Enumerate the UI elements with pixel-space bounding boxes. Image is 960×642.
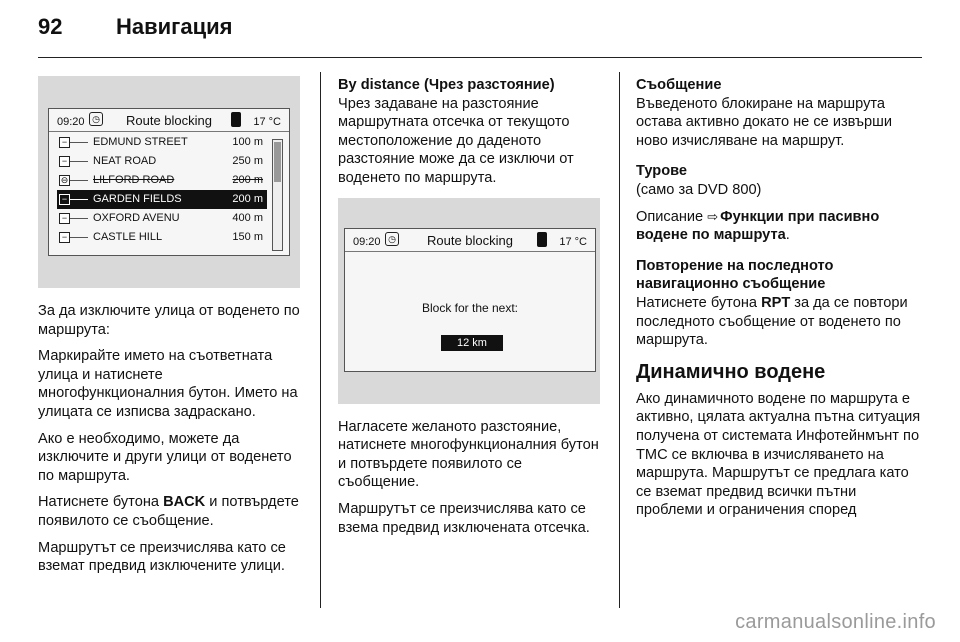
road-name: CASTLE HILL [93, 231, 163, 243]
paragraph: Маршрутът се преизчислява като се вземат предвид изключените улици. [38, 539, 286, 575]
road-name: LILFORD ROAD [93, 174, 175, 186]
distance-value[interactable]: 12 km [441, 335, 503, 351]
phone-icon [537, 232, 547, 247]
road-distance: 250 m [232, 155, 263, 167]
tree-connector [57, 190, 97, 209]
clock-icon: ◷ [385, 232, 399, 246]
checkbox-icon[interactable]: − [59, 137, 70, 148]
watermark: carmanualsonline.info [735, 611, 936, 633]
tree-connector [57, 171, 97, 190]
tree-line [70, 161, 88, 162]
block-label: Block for the next: [421, 300, 519, 315]
tree-line [70, 237, 88, 238]
reference-arrow-icon: ⇨ [707, 208, 719, 224]
paragraph: За да изключите улица от воденето по маршрута: [38, 303, 300, 338]
phone-icon [231, 112, 241, 127]
block-distance-figure [338, 198, 600, 404]
road-name: EDMUND STREET [93, 136, 188, 148]
paragraph: (само за DVD 800) [636, 181, 762, 198]
scrollbar[interactable] [272, 139, 283, 251]
column-3 [636, 76, 926, 528]
clock-icon: ◷ [89, 112, 103, 126]
paragraph: Нагласете желаното разстояние, натиснете многофункционалния бутон и потвърдете появилото се съобщение. [338, 418, 599, 491]
screen-title: Route blocking [427, 232, 513, 248]
paragraph: Ако динамичното водене по маршрута е активно, цялата актуална пътна ситуация получена от системата Инфотейнмънт по TMC се включва в изчисляването на маршрута. Маршрутът се предлага като се вземат предвид всички пътни проблеми и ограничения според [636, 390, 921, 519]
text: за да се повтори последното съобщение от воденето по маршрута. [636, 294, 908, 349]
tree-connector [57, 228, 97, 247]
checkbox-icon[interactable]: − [59, 213, 70, 224]
column-divider-2 [619, 72, 620, 608]
block-distance-screen [344, 228, 596, 372]
paragraph: Ако е необходимо, можете да изключите и други улици от воденето по маршрута. [38, 430, 292, 484]
tree-connector [57, 209, 97, 228]
checkbox-icon[interactable]: − [59, 232, 70, 243]
tree-connector [57, 133, 97, 152]
tree-line [70, 180, 88, 181]
page-header [38, 14, 232, 40]
checkbox-icon[interactable]: ⊖ [60, 175, 69, 185]
column-2 [338, 76, 606, 545]
tree-line [70, 199, 88, 200]
road-row[interactable] [57, 228, 267, 247]
screen-status-bar [345, 229, 595, 252]
column-1 [38, 76, 306, 584]
tree-line [70, 218, 88, 219]
screen-time: 09:20 [57, 116, 85, 128]
text: Натиснете бутона [38, 494, 164, 511]
road-name: GARDEN FIELDS [93, 193, 182, 205]
message-heading: Съобщение [636, 77, 722, 93]
road-distance: 400 m [232, 212, 263, 224]
screen-temperature: 17 °C [253, 116, 281, 128]
tours-heading: Турове [636, 163, 688, 180]
road-name: OXFORD AVENU [93, 212, 180, 224]
paragraph [38, 493, 306, 530]
road-row[interactable] [57, 190, 267, 209]
screen-time: 09:20 [353, 235, 381, 248]
road-name: NEAT ROAD [93, 155, 157, 167]
paragraph: Въведеното блокиране на маршрута остава активно докато не се извърши ново изчисляване на маршрут. [636, 95, 893, 149]
paragraph: Маршрутът се преизчислява като се взема предвид изключената отсечка. [338, 500, 590, 536]
road-distance: 200 m [232, 174, 263, 186]
road-distance: 150 m [232, 231, 263, 243]
paragraph: Чрез задаване на разстояние маршрутната отсечка от текущото местоположение до даденото разстояние може да се изключи от воденето по маршрута. [338, 95, 574, 186]
cross-reference-link[interactable]: Функции при пасивно водене по маршрута [636, 208, 880, 244]
road-row[interactable] [57, 209, 267, 228]
road-distance: 200 m [232, 193, 263, 205]
road-distance: 100 m [232, 136, 263, 148]
route-blocking-list-figure [38, 76, 300, 288]
route-blocking-list-screen [48, 108, 290, 256]
page-title: Навигация [116, 14, 233, 39]
paragraph: Описание ⇨ Функции при пасивно водене по маршрута. [636, 208, 880, 244]
screen-temperature: 17 °C [559, 235, 587, 248]
header-rule [38, 57, 922, 58]
scrollbar-thumb[interactable] [274, 142, 281, 182]
paragraph: Маркирайте името на съответната улица и натиснете многофункционалния бутон. Името на улицата се изписва задраскано. [38, 348, 298, 420]
paragraph [636, 294, 926, 350]
text: Натиснете бутона [636, 294, 762, 311]
dynamic-guidance-heading: Динамично водене [636, 360, 826, 383]
screen-status-bar [49, 109, 289, 132]
back-button-label: BACK [163, 494, 206, 511]
checkbox-icon[interactable]: − [59, 156, 70, 167]
checkbox-icon[interactable]: − [59, 194, 70, 205]
road-row[interactable] [57, 152, 267, 171]
screen-title: Route blocking [126, 113, 212, 128]
text: Описание [636, 208, 708, 225]
page-number: 92 [38, 14, 63, 39]
road-row[interactable] [57, 171, 267, 190]
column-divider-1 [320, 72, 321, 608]
section-heading: By distance (Чрез разстояние) [338, 77, 555, 93]
repeat-heading: Повторение на последното навигационно съобщение [636, 257, 834, 293]
road-row[interactable] [57, 133, 267, 152]
tree-line [70, 142, 88, 143]
text: и потвърдете появилото се съобщение. [38, 494, 299, 529]
rpt-button-label: RPT [761, 294, 791, 311]
tree-connector [57, 152, 97, 171]
